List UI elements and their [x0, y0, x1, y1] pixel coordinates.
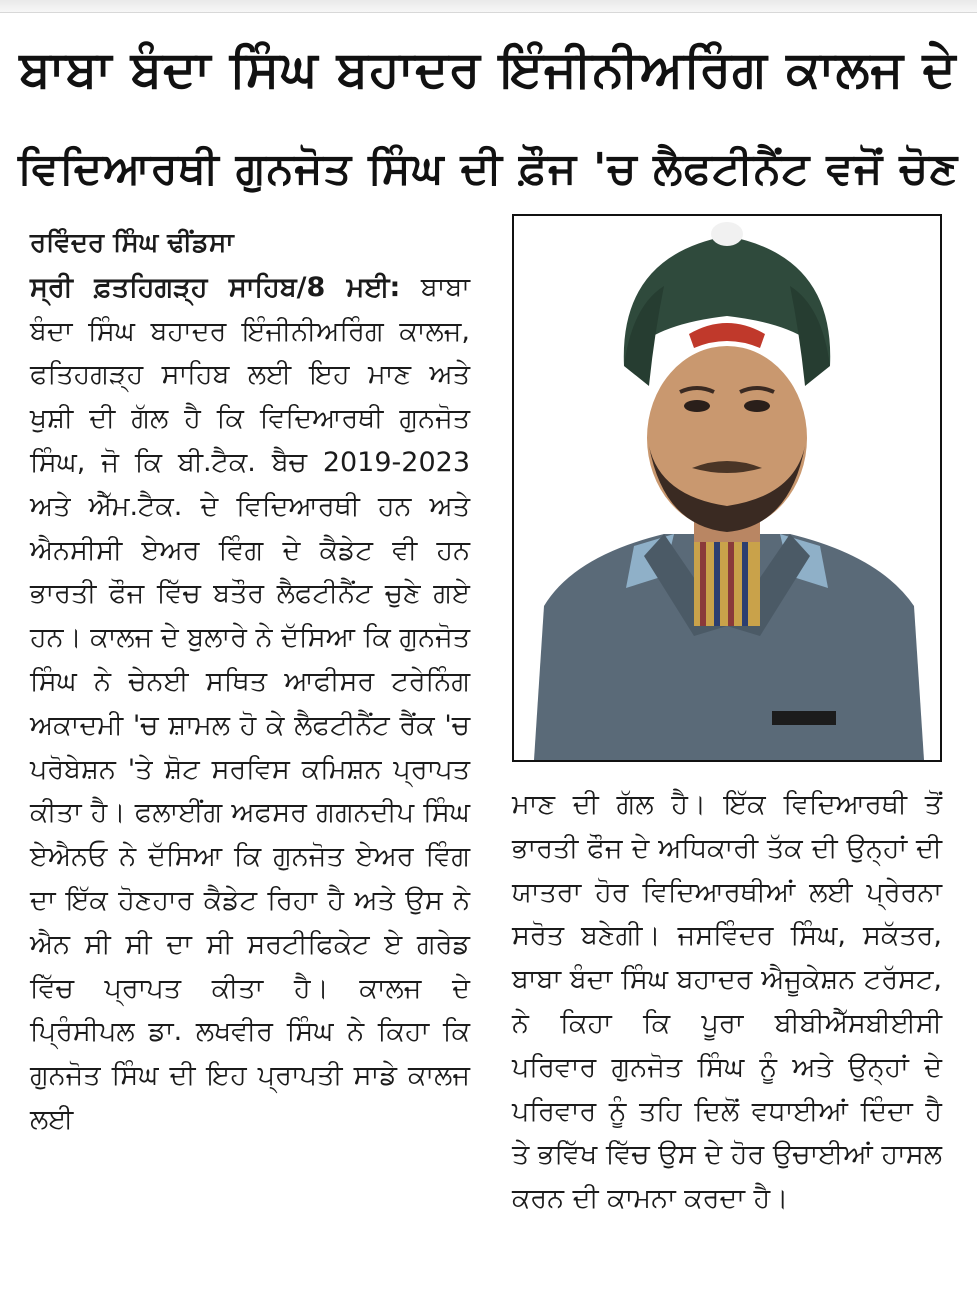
article-body-left: ਬਾਬਾ ਬੰਦਾ ਸਿੰਘ ਬਹਾਦਰ ਇੰਜੀਨੀਅਰਿੰਗ ਕਾਲਜ, ਫਤਿਹਗੜ੍ਹ ਸਾਹਿਬ ਲਈ ਇਹ ਮਾਣ ਅਤੇ ਖੁਸ਼ੀ ਦੀ ਗੱਲ ਹੈ ਕਿ ਵਿਦਿਆਰਥੀ ਗੁਨਜੋਤ ਸਿੰਘ, ਜੋ ਕਿ ਬੀ.ਟੈਕ. ਬੈਚ 2019-2023 ਅਤੇ ਐੱਮ.ਟੈਕ. ਦੇ ਵਿਦਿਆਰਥੀ ਹਨ ਅਤੇ ਐਨਸੀਸੀ ਏਅਰ ਵਿੰਗ ਦੇ ਕੈਡੇਟ ਵੀ ਹਨ ਭਾਰਤੀ ਫੌਜ ਵਿੱਚ ਬਤੌਰ ਲੈਫਟੀਨੈਂਟ ਚੁਣੇ ਗਏ ਹਨ। ਕਾਲਜ ਦੇ ਬੁਲਾਰੇ ਨੇ ਦੱਸਿਆ ਕਿ ਗੁਨਜੋਤ ਸਿੰਘ ਨੇ ਚੇਨਈ ਸਥਿਤ ਆਫੀਸਰ ਟਰੇਨਿੰਗ ਅਕਾਦਮੀ 'ਚ ਸ਼ਾਮਲ ਹੋ ਕੇ ਲੈਫਟੀਨੈਂਟ ਰੈਂਕ 'ਚ ਪਰੋਬੇਸ਼ਨ 'ਤੇ ਸ਼ੋਟ ਸਰਵਿਸ ਕਮਿਸ਼ਨ ਪ੍ਰਾਪਤ ਕੀਤਾ ਹੈ। ਫਲਾਈਂਗ ਅਫਸਰ ਗਗਨਦੀਪ ਸਿੰਘ ਏਐਨਓ ਨੇ ਦੱਸਿਆ ਕਿ ਗੁਨਜੋਤ ਏਅਰ ਵਿੰਗ ਦਾ ਇੱਕ ਹੋਣਹਾਰ ਕੈਡੇਟ ਰਿਹਾ ਹੈ ਅਤੇ ਉਸ ਨੇ ਐਨ ਸੀ ਸੀ ਦਾ ਸੀ ਸਰਟੀਫਿਕੇਟ ਏ ਗਰੇਡ ਵਿੱਚ ਪ੍ਰਾਪਤ ਕੀਤਾ ਹੈ। ਕਾਲਜ ਦੇ ਪ੍ਰਿੰਸੀਪਲ ਡਾ. ਲਖਵੀਰ ਸਿੰਘ ਨੇ ਕਿਹਾ ਕਿ ਗੁਨਜੋਤ ਸਿੰਘ ਦੀ ਇਹ ਪ੍ਰਾਪਤੀ ਸਾਡੇ ਕਾਲਜ ਲਈ [30, 271, 471, 1135]
cadet-portrait-photo [512, 214, 942, 762]
article-left-column [30, 222, 470, 1292]
headline-line-1: ਬਾਬਾ ਬੰਦਾ ਸਿੰਘ ਬਹਾਦਰ ਇੰਜੀਨੀਅਰਿੰਗ ਕਾਲਜ ਦੇ [19, 40, 957, 98]
headline-line-2: ਵਿਦਿਆਰਥੀ ਗੁਨਜੋਤ ਸਿੰਘ ਦੀ ਫ਼ੌਜ 'ਚ ਲੈਫਟੀਨੈਂਟ ਵਜੋਂ ਚੋਣ [18, 144, 959, 194]
dateline: ਸ੍ਰੀ ਫ਼ਤਹਿਗੜ੍ਹ ਸਾਹਿਬ/8 ਮਈ: [30, 271, 401, 303]
article-right-column [512, 783, 942, 1283]
article-body-right: ਮਾਣ ਦੀ ਗੱਲ ਹੈ। ਇੱਕ ਵਿਦਿਆਰਥੀ ਤੋਂ ਭਾਰਤੀ ਫੌਜ ਦੇ ਅਧਿਕਾਰੀ ਤੱਕ ਦੀ ਉਨ੍ਹਾਂ ਦੀ ਯਾਤਰਾ ਹੋਰ ਵਿਦਿਆਰਥੀਆਂ ਲਈ ਪ੍ਰੇਰਨਾ ਸਰੋਤ ਬਣੇਗੀ। ਜਸਵਿੰਦਰ ਸਿੰਘ, ਸਕੱਤਰ, ਬਾਬਾ ਬੰਦਾ ਸਿੰਘ ਬਹਾਦਰ ਐਜੂਕੇਸ਼ਨ ਟਰੱਸਟ, ਨੇ ਕਿਹਾ ਕਿ ਪੂਰਾ ਬੀਬੀਐੱਸਬੀਈਸੀ ਪਰਿਵਾਰ ਗੁਨਜੋਤ ਸਿੰਘ ਨੂੰ ਅਤੇ ਉਨ੍ਹਾਂ ਦੇ ਪਰਿਵਾਰ ਨੂੰ ਤਹਿ ਦਿਲੋਂ ਵਧਾਈਆਂ ਦਿੰਦਾ ਹੈ ਤੇ ਭਵਿੱਖ ਵਿੱਚ ਉਸ ਦੇ ਹੋਰ ਉਚਾਈਆਂ ਹਾਸਲ ਕਰਨ ਦੀ ਕਾਮਨਾ ਕਰਦਾ ਹੈ। [512, 789, 942, 1215]
byline: ਰਵਿੰਦਰ ਸਿੰਘ ਢੀਂਡਸਾ [30, 228, 234, 258]
page-top-strip [0, 0, 977, 13]
article-paragraph-left [30, 266, 470, 1142]
